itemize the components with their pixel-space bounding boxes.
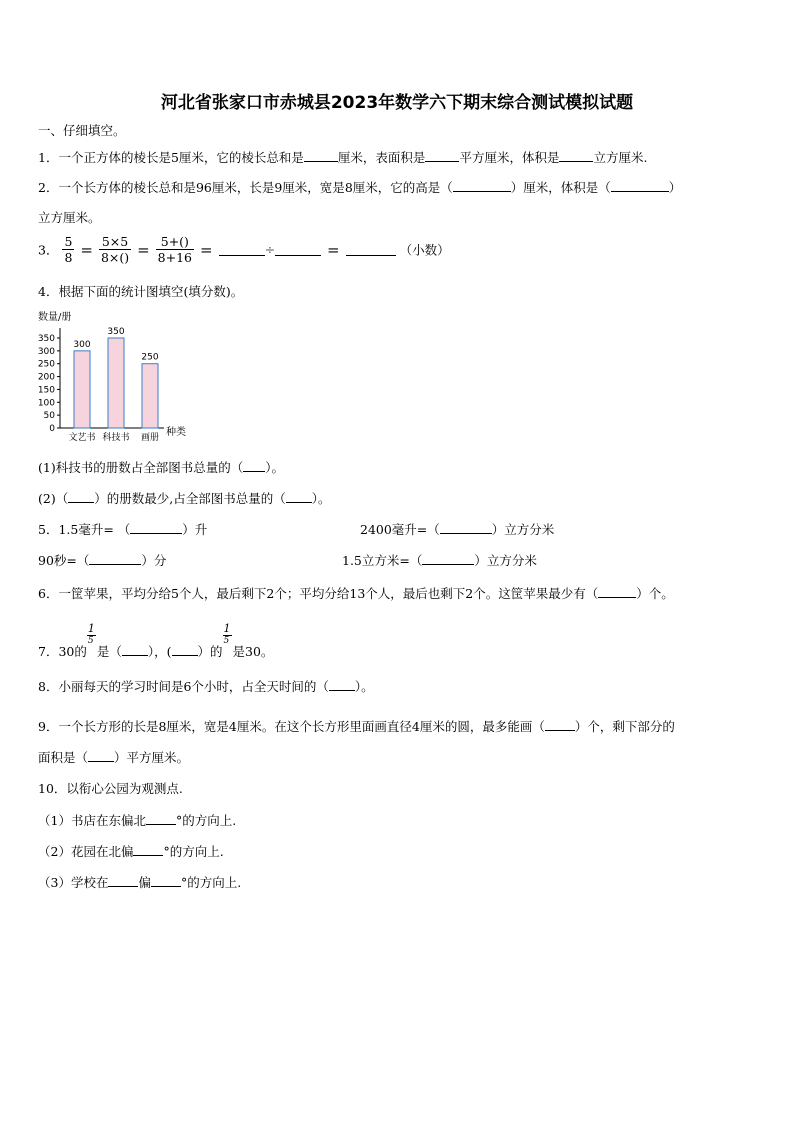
- q9-text-a: 9．一个长方形的长是8厘米，宽是4厘米。在这个长方形里面画直径4厘米的圆，最多能画（: [38, 719, 545, 734]
- answer-blank[interactable]: [151, 874, 181, 887]
- answer-blank[interactable]: [130, 521, 182, 534]
- q8-text-a: 8．小丽每天的学习时间是6个小时，占全天时间的（: [38, 679, 329, 694]
- answer-blank[interactable]: [275, 243, 321, 256]
- answer-blank[interactable]: [598, 585, 636, 598]
- question-5-row-1-right: [360, 520, 554, 538]
- equals-sign: =: [80, 240, 93, 259]
- answer-blank[interactable]: [329, 678, 355, 691]
- answer-blank[interactable]: [346, 243, 396, 256]
- bar-value-label: 300: [73, 339, 91, 350]
- q6-text-a: 6．一筐苹果，平均分给5个人，最后剩下2个；平均分给13个人，最后也剩下2个。这筐苹果最少有（: [38, 586, 599, 601]
- y-tick-label: 350: [37, 334, 55, 344]
- answer-blank[interactable]: [89, 552, 141, 565]
- q10-text: °的方向上.: [180, 875, 242, 890]
- question-5-row-1-left: [38, 520, 207, 538]
- bar-value-label: 250: [141, 352, 159, 363]
- q5-text: 1.5立方米=（: [342, 553, 423, 568]
- q10-text: （3）学校在: [38, 875, 109, 890]
- equals-sign: =: [327, 240, 340, 259]
- q5-text: ）分: [141, 553, 167, 568]
- question-7: [38, 622, 274, 660]
- answer-blank[interactable]: [304, 149, 338, 162]
- q9-text-b: ）个，剩下部分的: [574, 719, 675, 734]
- q4b-text-a: (2)（: [38, 491, 69, 506]
- q4a-text-b: ）。: [265, 460, 284, 475]
- y-tick-label: 300: [37, 346, 55, 357]
- y-axis-label: 数量/册: [38, 312, 72, 323]
- answer-blank[interactable]: [286, 490, 312, 503]
- answer-blank[interactable]: [172, 643, 198, 656]
- y-tick-label: 50: [43, 411, 55, 422]
- q10-text: （2）花园在北偏: [38, 844, 134, 859]
- q10-text: °的方向上.: [175, 813, 237, 828]
- question-5-row-2-right: [342, 551, 537, 569]
- question-2: [38, 178, 681, 196]
- divide-sign: ÷: [264, 242, 276, 257]
- x-category-label: 文艺书: [68, 433, 96, 443]
- page-title: 河北省张家口市赤城县2023年数学六下期末综合测试模拟试题: [160, 93, 634, 113]
- q5-text: ）立方分米: [474, 553, 537, 568]
- fraction-one-fifth: 1 5: [87, 622, 95, 646]
- bar: [108, 338, 124, 428]
- q3-tail: （小数）: [399, 242, 450, 258]
- q7-text-c: ），(: [147, 644, 172, 659]
- bar-chart: [34, 306, 234, 446]
- q1-text-c: 平方厘米，体积是: [459, 150, 560, 165]
- q9-text-c: 面积是（: [38, 750, 89, 765]
- q1-text-d: 立方厘米.: [593, 150, 648, 165]
- answer-blank[interactable]: [611, 179, 669, 192]
- question-3: [38, 234, 450, 265]
- x-axis-label: 种类: [166, 427, 186, 438]
- question-10-part-2: [38, 842, 224, 860]
- x-category-label: 科技书: [102, 433, 130, 443]
- answer-blank[interactable]: [422, 552, 474, 565]
- q5-text: ）升: [182, 522, 208, 537]
- answer-blank[interactable]: [68, 490, 94, 503]
- q6-text-b: ）个。: [636, 586, 674, 601]
- equals-sign: =: [137, 240, 150, 259]
- y-tick-label: 150: [37, 385, 55, 396]
- question-2-continued: 立方厘米。: [38, 210, 101, 225]
- answer-blank[interactable]: [243, 459, 265, 472]
- question-4: 4．根据下面的统计图填空(填分数)。: [38, 284, 244, 299]
- question-10-part-3: [38, 873, 241, 891]
- q5-text: 5．1.5毫升= （: [38, 522, 131, 537]
- answer-blank[interactable]: [133, 843, 163, 856]
- answer-blank[interactable]: [146, 812, 176, 825]
- bar-value-label: 350: [107, 327, 125, 337]
- answer-blank[interactable]: [559, 149, 593, 162]
- question-5-row-2-left: [38, 551, 166, 569]
- q10-text: 偏: [138, 875, 151, 890]
- q4b-text-c: ）。: [311, 491, 331, 506]
- q1-text-b: 厘米，表面积是: [337, 150, 426, 165]
- fraction: $\frac{5+()}{8+16}$: [157, 234, 193, 265]
- fraction: $\frac{5\times 5}{8\times()}$: [100, 234, 130, 265]
- q9-text-d: ）平方厘米。: [114, 750, 190, 765]
- y-tick-label: 0: [49, 424, 55, 434]
- y-tick-label: 250: [37, 359, 55, 370]
- q7-text-a: 7．30的: [38, 644, 87, 659]
- y-tick-label: 100: [37, 398, 55, 409]
- q2-text-a: 2．一个长方体的棱长总和是96厘米，长是9厘米，宽是8厘米，它的高是（: [38, 180, 453, 195]
- answer-blank[interactable]: [545, 718, 575, 731]
- q8-text-b: ）。: [354, 679, 374, 694]
- y-tick-label: 200: [37, 372, 55, 383]
- q2-text-b: ）厘米，体积是（: [510, 180, 611, 195]
- question-4-part-1: [38, 458, 284, 476]
- x-category-label: 画册: [140, 433, 160, 443]
- q7-text-b: 是（: [96, 644, 122, 659]
- question-6: [38, 584, 674, 602]
- answer-blank[interactable]: [425, 149, 459, 162]
- answer-blank[interactable]: [108, 874, 138, 887]
- question-9: [38, 717, 675, 735]
- answer-blank[interactable]: [88, 749, 114, 762]
- answer-blank[interactable]: [453, 179, 511, 192]
- q5-text: 2400毫升=（: [360, 522, 440, 537]
- bar: [142, 364, 158, 428]
- answer-blank[interactable]: [219, 243, 265, 256]
- equals-sign: =: [200, 240, 213, 259]
- q10-text: （1）书店在东偏北: [38, 813, 146, 828]
- question-1: [38, 148, 647, 166]
- question-10-part-1: [38, 811, 236, 829]
- question-4-part-2: [38, 489, 330, 507]
- q1-text-a: 1．一个正方体的棱长是5厘米，它的棱长总和是: [38, 150, 304, 165]
- q2-text-c: ）: [668, 180, 682, 195]
- bar: [74, 351, 90, 428]
- answer-blank[interactable]: [122, 643, 148, 656]
- q7-text-e: 是30。: [232, 644, 274, 659]
- q5-text: 90秒=（: [38, 553, 90, 568]
- q4b-text-b: ）的册数最少,占全部图书总量的（: [94, 491, 286, 506]
- question-8: [38, 677, 374, 695]
- section-heading: 一、仔细填空。: [38, 123, 126, 138]
- q4a-text-a: (1)科技书的册数占全部图书总量的（: [38, 460, 244, 475]
- q5-text: ）立方分米: [491, 522, 555, 537]
- fraction-one-fifth: 1 5: [223, 622, 231, 646]
- question-9-continued: [38, 748, 189, 766]
- answer-blank[interactable]: [440, 521, 492, 534]
- question-10: 10．以衔心公园为观测点.: [38, 781, 183, 796]
- q3-label: 3．: [38, 242, 59, 258]
- q10-text: °的方向上.: [163, 844, 224, 859]
- fraction: $\frac{5}{8}$: [64, 234, 73, 265]
- q7-text-d: ）的: [197, 644, 223, 659]
